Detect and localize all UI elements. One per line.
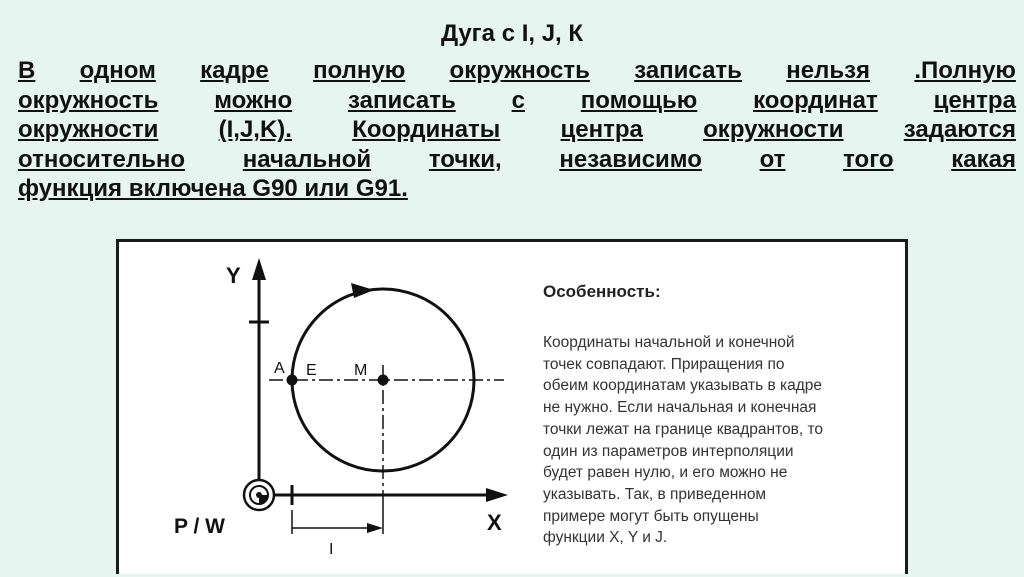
word: того bbox=[843, 145, 894, 173]
point-m-label: M bbox=[354, 362, 368, 379]
word: одном bbox=[79, 57, 156, 84]
word: кадре bbox=[200, 57, 269, 84]
feature-line: примере могут быть опущены bbox=[543, 507, 759, 525]
y-axis-label: Y bbox=[226, 263, 241, 288]
word: начальной bbox=[242, 145, 372, 173]
point-a-dot bbox=[287, 375, 298, 386]
figure-panel bbox=[116, 239, 908, 574]
word: относительно bbox=[18, 145, 186, 173]
description-paragraph bbox=[18, 56, 1016, 204]
word: от bbox=[759, 145, 786, 173]
origin-label: P / W bbox=[174, 515, 225, 538]
feature-line: точки лежат на границе квадрантов, то bbox=[543, 420, 824, 438]
paragraph-line-3 bbox=[18, 115, 1016, 145]
word: центра bbox=[933, 86, 1016, 114]
point-a-label: A bbox=[274, 360, 285, 377]
feature-line: будет равен нулю, и его можно не bbox=[543, 464, 788, 482]
feature-line: обеим координатам указывать в кадре bbox=[543, 377, 823, 395]
direction-arrow-icon bbox=[351, 283, 374, 298]
word: точки, bbox=[428, 145, 502, 173]
word: окружности bbox=[18, 116, 159, 143]
word: какая bbox=[951, 145, 1016, 173]
feature-heading: Особенность: bbox=[543, 282, 661, 301]
feature-line: указывать. Так, в приведенном bbox=[543, 485, 767, 503]
paragraph-line-2 bbox=[18, 86, 1016, 116]
word: координат bbox=[753, 86, 878, 114]
word: нельзя bbox=[786, 57, 871, 84]
paragraph-line-4 bbox=[18, 145, 1016, 175]
dimension-arrow bbox=[367, 523, 383, 533]
word: В bbox=[18, 57, 36, 84]
feature-line: точек совпадают. Приращения по bbox=[543, 355, 785, 373]
x-axis-label: X bbox=[487, 510, 502, 535]
word: окружность bbox=[18, 86, 159, 114]
feature-line: Координаты начальной и конечной bbox=[543, 334, 795, 351]
word: окружности bbox=[703, 116, 844, 143]
word: можно bbox=[214, 86, 293, 114]
point-e-label: E bbox=[306, 362, 317, 379]
feature-line: один из параметров интерполяции bbox=[543, 442, 794, 460]
word: функция включена G90 или G91. bbox=[18, 175, 408, 202]
slide-title: Дуга с I, J, К bbox=[440, 20, 584, 47]
word: с bbox=[511, 86, 525, 114]
word: Координаты bbox=[352, 116, 501, 143]
word: независимо bbox=[559, 145, 702, 173]
point-m-dot bbox=[378, 375, 389, 386]
word: записать bbox=[348, 86, 456, 114]
word: (I,J,K). bbox=[218, 116, 292, 143]
paragraph-line-1 bbox=[18, 56, 1016, 86]
paragraph-line-5 bbox=[18, 174, 1016, 204]
y-axis-arrow bbox=[252, 258, 266, 280]
feature-line: функции X, Y и J. bbox=[543, 529, 668, 547]
dimension-i-label: I bbox=[329, 541, 334, 558]
word: помощью bbox=[580, 86, 698, 114]
feature-description bbox=[543, 332, 888, 549]
word: центра bbox=[560, 116, 643, 143]
origin-dot bbox=[256, 492, 262, 498]
feature-line: не нужно. Если начальная и конечная bbox=[543, 399, 817, 417]
word: полную bbox=[313, 57, 406, 84]
x-axis-arrow bbox=[486, 488, 508, 502]
circle-arc-diagram bbox=[119, 242, 539, 577]
word: задаются bbox=[903, 116, 1016, 143]
word: записать bbox=[634, 57, 742, 84]
word: окружность bbox=[449, 57, 590, 84]
word: .Полную bbox=[914, 57, 1016, 84]
